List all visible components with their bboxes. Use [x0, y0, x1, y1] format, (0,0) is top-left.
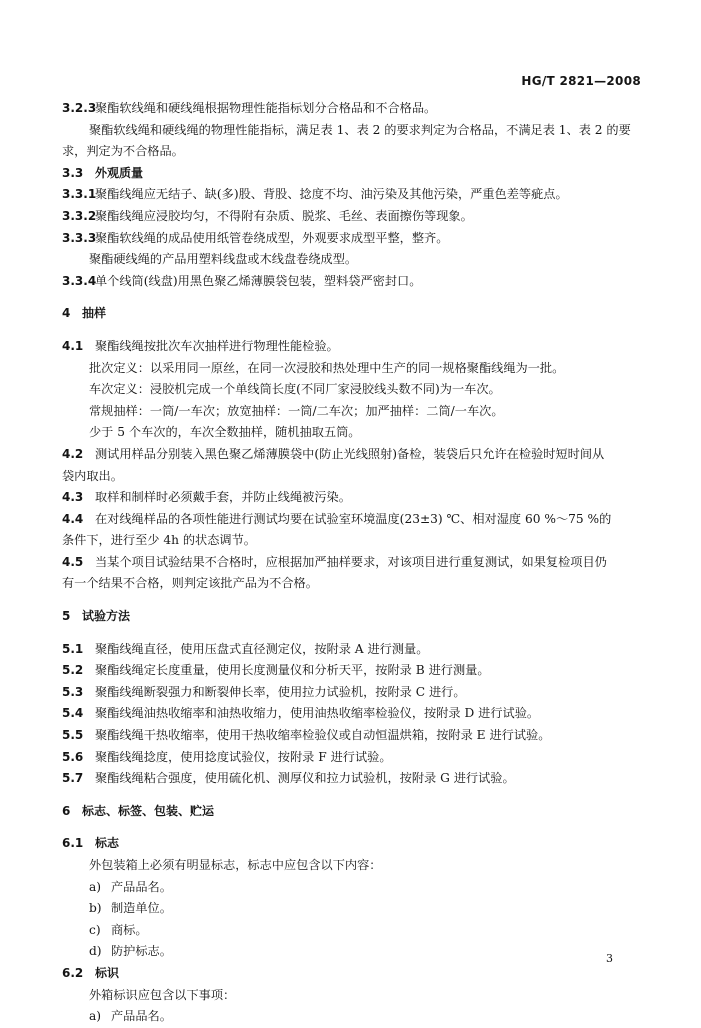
clause-4-4: 4.4 在对线绳样品的各项性能进行测试均要在试验室环境温度(23±3) ℃、相对湿度 60 %～75 %的	[62, 511, 612, 526]
clause-5-6: 5.6 聚酯线绳捻度，使用捻度试验仪，按附录 F 进行试验。	[62, 749, 392, 764]
clause-3-2-3: 3.2.3聚酯软线绳和硬线绳根据物理性能指标划分合格品和不合格品。	[62, 101, 437, 115]
section-3-3-heading: 3.3 外观质量	[62, 165, 144, 180]
clause-4-3: 4.3 取样和制样时必须戴手套，并防止线绳被污染。	[62, 490, 351, 505]
section-5-heading: 5 试验方法	[62, 609, 131, 624]
list-item: c) 商标。	[89, 922, 148, 937]
paragraph-continuation: 条件下，进行至少 4h 的状态调节。	[62, 533, 256, 548]
paragraph: 外包装箱上必须有明显标志，标志中应包含以下内容：	[89, 858, 382, 872]
paragraph-continuation: 有一个结果不合格，则判定该批产品为不合格。	[62, 576, 318, 591]
clause-4-2: 4.2 测试用样品分别装入黑色聚乙烯薄膜袋中(防止光线照射)备检，装袋后只允许在检验时短时间从	[62, 446, 605, 461]
paragraph: 外箱标识应包含以下事项：	[89, 987, 236, 1002]
section-6-heading: 6 标志、标签、包装、贮运	[62, 803, 215, 818]
paragraph: 聚酯软线绳和硬线绳的物理性能指标，满足表 1、表 2 的要求判定为合格品，不满足表 1、表 2 的要	[89, 122, 631, 137]
clause-3-3-1: 3.3.1聚酯线绳应无结子、缺(多)股、背股、捻度不均、油污染及其他污染，严重色差等疵点。	[62, 187, 568, 202]
paragraph: 车次定义：浸胶机完成一个单线筒长度(不同厂家浸胶线头数不同)为一车次。	[89, 382, 501, 397]
clause-5-3: 5.3 聚酯线绳断裂强力和断裂伸长率，使用拉力试验机，按附录 C 进行。	[62, 684, 466, 699]
paragraph-continuation: 袋内取出。	[62, 468, 123, 483]
clause-5-4: 5.4 聚酯线绳油热收缩率和油热收缩力，使用油热收缩率检验仪，按附录 D 进行试验。	[62, 706, 540, 721]
clause-5-5: 5.5 聚酯线绳干热收缩率，使用干热收缩率检验仪或自动恒温烘箱，按附录 E 进行试验。	[62, 728, 551, 743]
clause-4-1: 4.1 聚酯线绳按批次车次抽样进行物理性能检验。	[62, 338, 339, 353]
list-item: d) 防护标志。	[89, 944, 172, 959]
standard-code: HG/T 2821—2008	[521, 74, 641, 88]
section-4-heading: 4 抽样	[62, 306, 107, 321]
section-6-2-heading: 6.2 标识	[62, 965, 120, 980]
paragraph-continuation: 求，判定为不合格品。	[62, 144, 184, 159]
list-item: b) 制造单位。	[89, 901, 172, 916]
paragraph: 聚酯硬线绳的产品用塑料线盘或木线盘卷绕成型。	[89, 252, 358, 267]
paragraph: 常规抽样：一筒/一车次；放宽抽样：一筒/二车次；加严抽样：二筒/一车次。	[89, 403, 504, 418]
list-item: a) 产品品名。	[89, 879, 172, 894]
clause-5-7: 5.7 聚酯线绳粘合强度，使用硫化机、测厚仪和拉力试验机，按附录 G 进行试验。	[62, 771, 515, 786]
paragraph: 少于 5 个车次的，车次全数抽样，随机抽取五筒。	[89, 425, 361, 440]
clause-5-1: 5.1 聚酯线绳直径，使用压盘式直径测定仪，按附录 A 进行测量。	[62, 641, 429, 656]
paragraph: 批次定义：以采用同一原丝，在同一次浸胶和热处理中生产的同一规格聚酯线绳为一批。	[89, 360, 565, 375]
list-item: a) 产品品名。	[89, 1009, 172, 1024]
document-body	[62, 98, 642, 1028]
clause-5-2: 5.2 聚酯线绳定长度重量，使用长度测量仪和分析天平，按附录 B 进行测量。	[62, 663, 490, 678]
clause-4-5: 4.5 当某个项目试验结果不合格时，应根据加严抽样要求，对该项目进行重复测试，如果复检项目仍	[62, 554, 607, 569]
clause-3-3-4: 3.3.4单个线筒(线盘)用黑色聚乙烯薄膜袋包装，塑料袋严密封口。	[62, 273, 422, 288]
section-6-1-heading: 6.1 标志	[62, 836, 120, 851]
page-number: 3	[606, 952, 613, 965]
clause-3-3-3: 3.3.3聚酯软线绳的成品使用纸管卷绕成型，外观要求成型平整，整齐。	[62, 230, 449, 245]
clause-3-3-2: 3.3.2聚酯线绳应浸胶均匀，不得附有杂质、脱浆、毛丝、表面擦伤等现象。	[62, 208, 473, 223]
